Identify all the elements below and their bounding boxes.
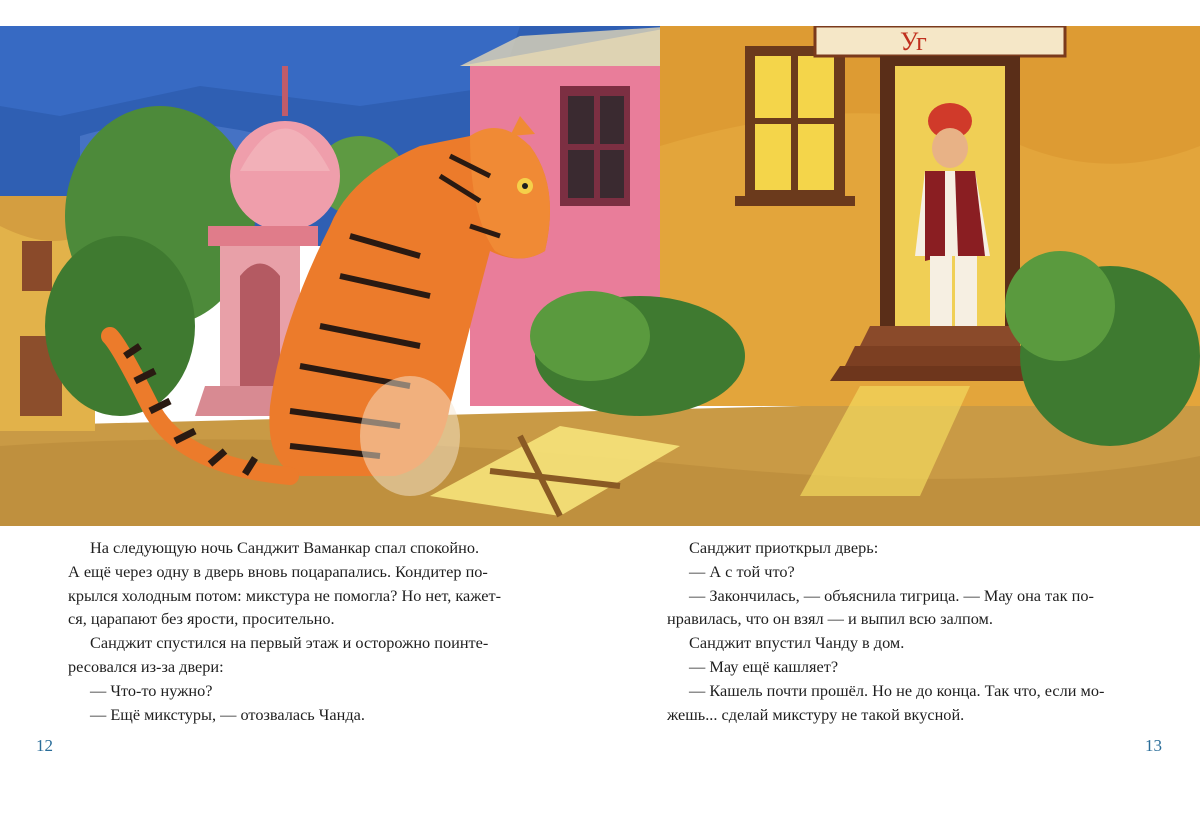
dialogue-line: — Мау ещё кашляет? (689, 656, 839, 676)
dialogue-line: жешь... сделай микстуру не такой вкусной. (667, 704, 965, 724)
paragraph: Санджит спустился на первый этаж и осторожно поинте- (90, 633, 489, 653)
paragraph: ся, царапают без ярости, просительно. (68, 609, 335, 629)
paragraph: ресовался из-за двери: (68, 656, 224, 676)
page-number-right: 13 (1145, 736, 1162, 755)
paragraph: А ещё через одну в дверь вновь поцарапались. Кондитер по- (68, 561, 488, 581)
tiger-street-illustration (0, 26, 1200, 526)
paragraph: Санджит приоткрыл дверь: (689, 538, 879, 557)
shop-sign-text: Уг (900, 27, 927, 56)
paragraph: Санджит впустил Чанду в дом. (689, 633, 905, 653)
dialogue-line: — Кашель почти прошёл. Но не до конца. Так что, если мо- (689, 680, 1105, 700)
dialogue-line: — Закончилась, — объяснила тигрица. — Мау она так по- (689, 585, 1094, 605)
shop-sign (815, 26, 1065, 56)
paragraph: крылся холодным потом: микстура не помогла? Но нет, кажет- (68, 585, 502, 605)
dialogue-line: — А с той что? (689, 561, 795, 581)
paragraph: На следующую ночь Санджит Ваманкар спал спокойно. (90, 538, 480, 557)
page-number-left: 12 (36, 736, 53, 755)
dialogue-line: нравилась, что он взял — и выпил всю залпом. (667, 609, 993, 629)
left-page-text (68, 536, 523, 726)
right-page-text (667, 536, 1122, 726)
dialogue-line: — Ещё микстуры, — отозвалась Чанда. (90, 704, 365, 724)
dialogue-line: — Что-то нужно? (90, 680, 213, 700)
illustration (0, 26, 1200, 526)
